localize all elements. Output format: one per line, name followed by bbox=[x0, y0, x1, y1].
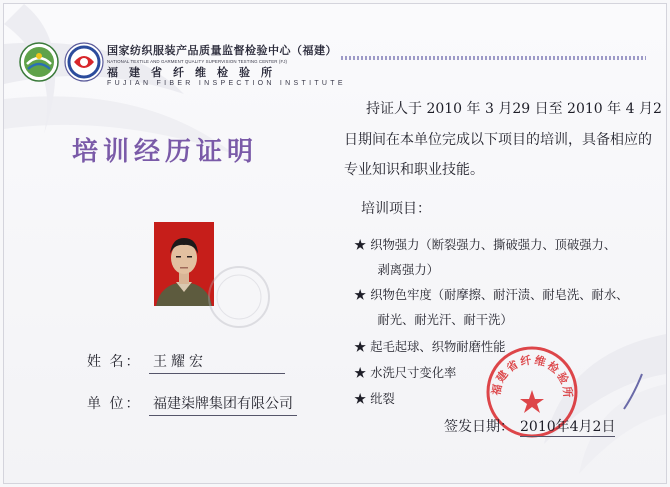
name-field bbox=[87, 351, 207, 371]
issue-date-value: 2010年4月2日 bbox=[520, 419, 616, 435]
training-item: ★ 织物强力（断裂强力、撕破强力、顶破强力、 bbox=[354, 238, 617, 252]
corner-swoosh-decoration bbox=[564, 364, 644, 424]
training-item: 剥离强力） bbox=[354, 263, 439, 277]
issue-date-label: 签发日期： bbox=[444, 419, 514, 435]
embossed-seal-mark bbox=[204, 262, 274, 332]
training-item: ★ 水洗尺寸变化率 bbox=[354, 366, 457, 380]
body-line-2: 日期间在本单位完成以下项目的培训，具备相应的 bbox=[344, 132, 652, 148]
unit-field bbox=[87, 393, 293, 413]
training-item: ★ 起毛起球、织物耐磨性能 bbox=[354, 340, 506, 354]
training-items-label: 培训项目： bbox=[361, 201, 431, 217]
org-name-en: NATIONAL TEXTILE AND GARMENT QUALITY SUPERVISION TESTING CENTER (FJ) bbox=[107, 59, 288, 64]
header-text-block bbox=[107, 42, 346, 87]
institute-name-en: FUJIAN FIBER INSPECTION INSTITUTE bbox=[107, 80, 346, 87]
unit-value: 福建柒牌集团有限公司 bbox=[149, 393, 297, 416]
body-line-1: 持证人于 2010 年 3 月29 日至 2010 年 4 月2 bbox=[366, 101, 662, 117]
textile-center-logo-icon bbox=[19, 42, 59, 82]
institute-name-cn: 福建省纤维检验所 bbox=[107, 66, 283, 79]
certificate-page bbox=[3, 3, 667, 484]
org-name-cn: 国家纺织服装产品质量监督检验中心（福建） bbox=[107, 44, 337, 57]
header-dotted-rule bbox=[341, 56, 646, 60]
training-item: ★ 纰裂 bbox=[354, 392, 395, 406]
fiber-institute-logo-icon bbox=[64, 42, 104, 82]
training-item: 耐光、耐光汗、耐干洗） bbox=[354, 313, 513, 327]
certificate-title: 培训经历证明 bbox=[72, 137, 259, 167]
name-value: 王耀宏 bbox=[149, 351, 285, 374]
seal-text: 福建省纤维检验所 bbox=[489, 353, 575, 400]
body-line-3: 专业知识和职业技能。 bbox=[344, 162, 484, 178]
training-item: ★ 织物色牢度（耐摩擦、耐汗渍、耐皂洗、耐水、 bbox=[354, 288, 629, 302]
name-label: 姓 名： bbox=[87, 354, 142, 370]
unit-label: 单 位： bbox=[87, 396, 142, 412]
